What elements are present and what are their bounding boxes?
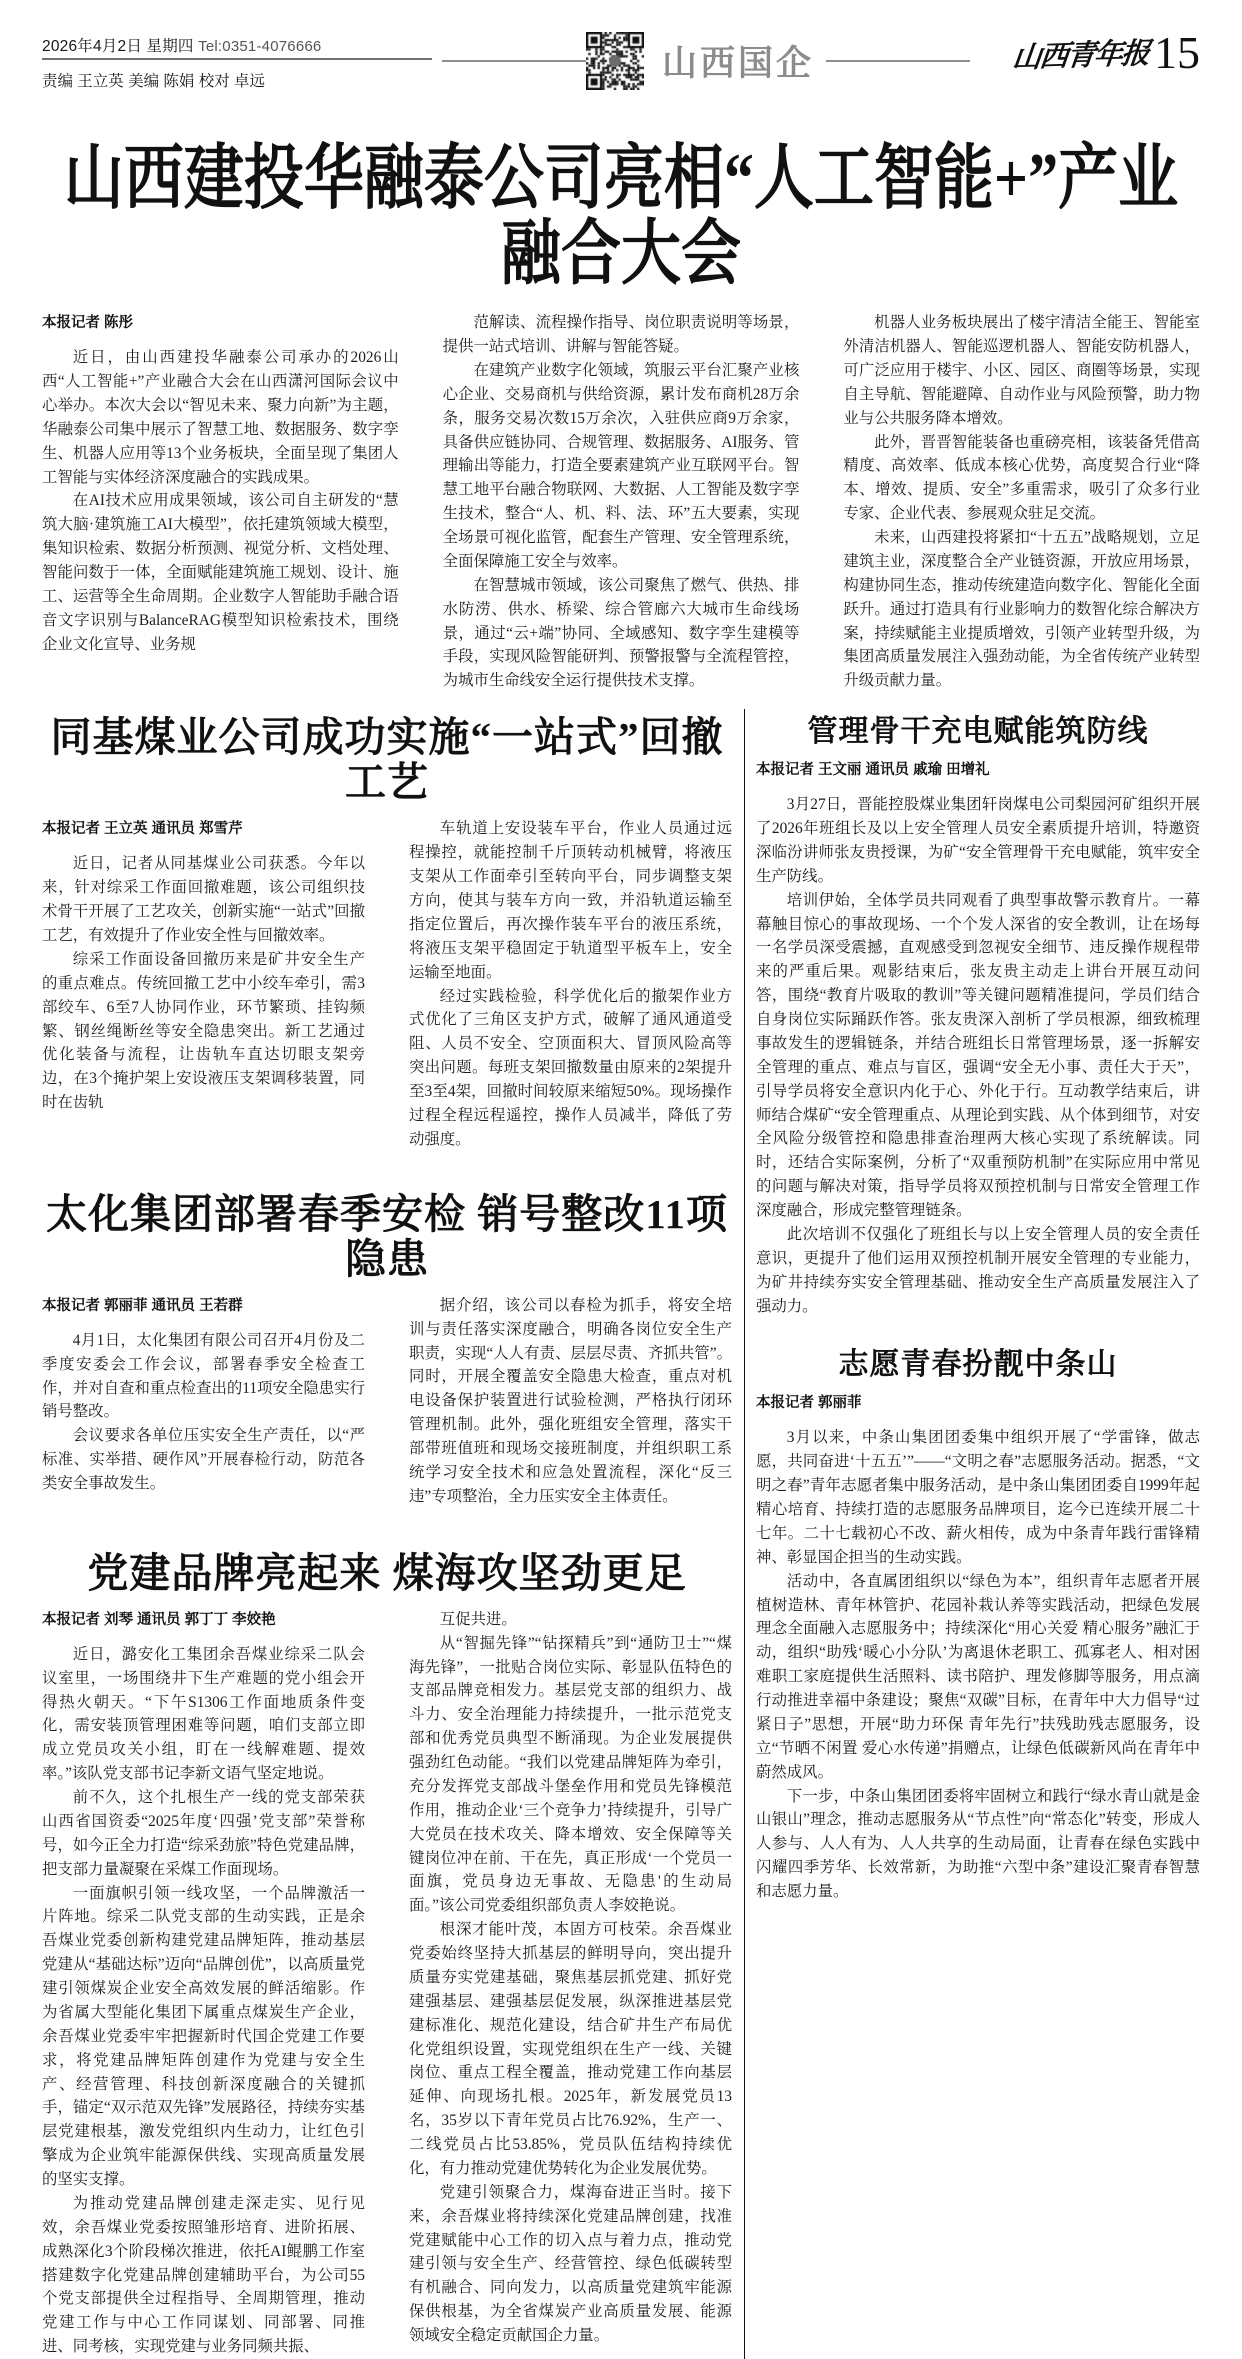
article-col2-text	[409, 1294, 732, 1509]
article-col1-text	[42, 1329, 365, 1496]
lead-col1-text	[42, 346, 399, 656]
paragraph: 一面旗帜引领一线攻坚，一个品牌激活一片阵地。综采二队党支部的生动实践，正是余吾煤业党委创新构建党建品牌矩阵，推动基层党建从“基础达标”迈向“品牌创优”，以高质量党建引领煤炭企业安全高效发展的鲜活缩影。作为省属大型能化集团下属重点煤炭生产企业，余吾煤业党委牢牢把握新时代国企党建工作要求，将党建品牌矩阵创建作为党建与安全生产、经营管理、科技创新深度融合的关键抓手，锚定“双示范双先锋”发展路径，持续夯实基层党建根基，激发党组织内生动力，让红色引擎成为企业筑牢能源保供线、实现高质量发展的坚实支撑。	[42, 1884, 365, 2189]
paragraph: 近日，记者从同基煤业公司获悉。今年以来，针对综采工作面回撤难题，该公司组织技术骨干开展了工艺攻关，创新实施“一站式”回撤工艺，有效提升了作业安全性与回撤效率。	[42, 855, 365, 944]
paragraph: 范解读、流程操作指导、岗位职责说明等场景，提供一站式培训、讲解与智能答疑。	[442, 314, 800, 356]
lead-byline: 本报记者 陈彤	[42, 315, 134, 332]
article-byline: 本报记者 刘琴 通讯员 郭丁丁 李姣艳	[42, 1611, 276, 1628]
paragraph: 互促共进。	[439, 1610, 517, 1628]
article-column-1	[42, 817, 387, 1151]
right-rail	[756, 709, 1200, 2359]
paragraph: 下一步，中条山集团团委将牢固树立和践行“绿水青山就是金山银山”理念，推动志愿服务从“节点性”向“常态化”转变，形成人人参与、人人有为、人人共享的生动局面，让青春在绿色实践中闪耀四季芳华、长效常新，为助推“六型中条”建设汇聚青春智慧和志愿力量。	[756, 1787, 1200, 1901]
article-tongji	[42, 715, 732, 1151]
paragraph: 为推动党建品牌创建走深走实、见行见效，余吾煤业党委按照雏形培育、进阶拓展、成熟深化3个阶段梯次推进，依托AI鲲鹏工作室搭建数字化党建品牌创建辅助平台，为公司55个党支部提供全过程指导、全周期管理，推动党建工作与中心工作同谋划、同部署、同推进、同考核，实现党建与业务同频共振、	[42, 2194, 365, 2356]
rule-right	[826, 60, 970, 62]
article-zhiyuan	[756, 1348, 1200, 1904]
article-col2-text	[409, 817, 732, 1151]
masthead-info	[42, 34, 442, 91]
article-dangjian	[42, 1551, 732, 2359]
article-columns	[42, 1294, 732, 1509]
masthead-date-row	[42, 34, 442, 56]
main-grid	[42, 709, 1200, 2359]
article-headline: 管理骨干充电赋能筑防线	[807, 715, 1149, 749]
article-col2-text	[409, 1608, 732, 2348]
paragraph: 会议要求各单位压实安全生产责任，以“严标准、实举措、硬作风”开展春检行动，防范各类安全事故发生。	[42, 1427, 365, 1493]
masthead-section	[442, 32, 970, 90]
paragraph: 3月27日，晋能控股煤业集团轩岗煤电公司梨园河矿组织开展了2026年班组长及以上安全管理人员安全素质提升培训，特邀资深临汾讲师张友贵授课，为矿“安全管理骨干充电赋能，筑牢安全生产防线。	[756, 796, 1200, 885]
article-body	[756, 1426, 1200, 1904]
paragraph: 机器人业务板块展出了楼宇清洁全能王、智能室外清洁机器人、智能巡逻机器人、智能安防机器人，可广泛应用于楼宇、小区、园区、商圈等场景，实现自主导航、智能避障、自动作业与风险预警，助力物业与公共服务降本增效。	[843, 314, 1201, 427]
left-block	[42, 709, 732, 2359]
paragraph: 此外，晋晋智能装备也重磅亮相，该装备凭借高精度、高效率、低成本核心优势，高度契合行业“降本、增效、提质、安全”多重需求，吸引了众多行业专家、企业代表、参展观众驻足交流。	[843, 433, 1201, 523]
article-col1-text	[42, 1643, 365, 2359]
rule-left	[442, 60, 586, 62]
paragraph: 近日，潞安化工集团余吾煤业综采二队会议室里，一场围绕井下生产难题的党小组会开得热火朝天。“下午S1306工作面地质条件变化，需安装顶管理困难等问题，咱们支部立即成立党员攻关小组，盯在一线解难题、提效率。”该队党支部书记李新文语气坚定地说。	[42, 1645, 365, 1783]
article-headline: 党建品牌亮起来 煤海攻坚劲更足	[87, 1549, 687, 1596]
publication-date: 2026年4月2日 星期四	[42, 38, 194, 55]
paragraph: 此次培训不仅强化了班组长与以上安全管理人员的安全责任意识，更提升了他们运用双预控机制开展安全管理的专业能力，为矿井持续夯实安全管理基础、推动安全生产高质量发展注入了强动力。	[756, 1225, 1200, 1315]
lead-col3-text	[843, 311, 1200, 693]
paragraph: 3月以来，中条山集团团委集中组织开展了“学雷锋，做志愿，共同奋进‘十五五’”——“文明之春”志愿服务活动。据悉，“文明之春”青年志愿者集中服务活动，是中条山集团团委自1999年起精心培育、持续打造的志愿服务品牌项目，迄今已连续开展二十七年。二十七载初心不改、薪火相传，成为中条青年践行雷锋精神、彰显国企担当的生动实践。	[756, 1429, 1200, 1566]
paragraph: 前不久，这个扎根生产一线的党支部荣获山西省国资委“2025年度‘四强’党支部”荣誉称号，如今正全力打造“综采劲旅”特色党建品牌，把支部力量凝聚在采煤工作面现场。	[42, 1789, 365, 1878]
article-columns	[42, 1608, 732, 2359]
editor-credits: 责编 王立英 美编 陈娟 校对 卓远	[42, 73, 266, 90]
article-byline: 本报记者 王文丽 通讯员 戚瑜 田增礼	[756, 762, 990, 779]
article-column-2	[387, 1608, 732, 2359]
article-column-1	[42, 1608, 387, 2359]
paragraph: 培训伊始，全体学员共同观看了典型事故警示教育片。一幕幕触目惊心的事故现场、一个个发人深省的安全教训，让在场每一名学员深受震撼，直观感受到忽视安全细节、违反操作规程带来的严重后果。观影结束后，张友贵主动走上讲台开展互动问答，围绕“教育片吸取的教训”等关键问题精准提问，学员们结合自身岗位实际踊跃作答。张友贵深入剖析了学员根源，细致梳理事故发生的逻辑链条，并结合班组长日常管理场景，逐一拆解安全管理的重点、难点与盲区，强调“安全无小事、责任大于天”，引导学员将安全意识内化于心、外化于行。互动教学结束后，讲师结合煤矿“安全管理重点、从理论到实践、从个体到细节，对安全风险分级管控和隐患排查治理两大核心实现了系统解读。同时，还结合实际案例，分析了“双重预防机制”在实际应用中常见的问题与解决对策，指导学员将双预控机制与日常安全管理工作深度融合，形成完整管理链条。	[756, 891, 1200, 1220]
article-guanli	[756, 715, 1200, 1318]
paragraph: 从“智掘先锋”“钻探精兵”到“通防卫士”“煤海先锋”，一批贴合岗位实际、彰显队伍特色的支部品牌竞相发力。基层党支部的组织力、战斗力、安全治理能力持续提升，一批示范党支部和优秀党员典型不断涌现。为企业发展提供强劲红色动能。“我们以党建品牌矩阵为牵引，充分发挥党支部战斗堡垒作用和党员先锋模范作用，推动企业‘三个竞争力’持续提升，引导广大党员在技术攻关、降本增效、安全保障等关键岗位冲在前、干在先，真正形成‘一个党员一面旗，党员身边无事故、无隐患'的生动局面。”该公司党委组织部负责人李姣艳说。	[409, 1634, 732, 1915]
paragraph: 在建筑产业数字化领域，筑服云平台汇聚产业核心企业、交易商机与供给资源，累计发布商机28万余条，服务交易次数15万余次，入驻供应商9万余家，具备供应链协同、合规管理、数据服务、AI服务、管理输出等能力，打造全要素建筑产业互联网平台。智慧工地平台融合物联网、大数据、人工智能及数字孪生技术，整合“人、机、料、法、环”五大要素，实现全场景可视化监管，配套生产管理、安全管理系统，全面保障施工安全与效率。	[442, 361, 800, 570]
article-headline: 志愿青春扮靓中条山	[838, 1348, 1118, 1382]
paragraph: 未来，山西建投将紧扣“十五五”战略规划，立足建筑主业，深度整合全产业链资源，开放应用场景，构建协同生态，推动传统建造向数字化、智能化全面跃升。通过打造具有行业影响力的数智化综合解决方案，持续赋能主业提质增效，引领产业转型升级，为集团高质量发展注入强劲动能，为全省传统产业转型升级贡献力量。	[843, 529, 1201, 690]
article-byline: 本报记者 郭丽菲	[756, 1395, 862, 1412]
article-taihua	[42, 1192, 732, 1509]
paragraph: 在AI技术应用成果领域，该公司自主研发的“慧筑大脑·建筑施工AI大模型”，依托建筑领域大模型，集知识检索、数据分析预测、视觉分析、文档处理、智能问数于一体，全面赋能建筑施工规划、设计、施工、运营等全生命周期。企业数字人智能助手融合语音文字识别与BalanceRAG模型知识检索技术，围绕企业文化宣导、业务规	[42, 492, 399, 653]
paper-logo: 山西青年报	[1010, 37, 1150, 74]
article-headline: 同基煤业公司成功实施“一站式”回撤工艺	[50, 714, 724, 806]
article-headline: 太化集团部署春季安检 销号整改11项隐患	[46, 1190, 728, 1282]
article-column-1	[42, 1294, 387, 1509]
article-col1-text	[42, 852, 365, 1115]
page-number: 15	[1154, 27, 1200, 78]
lead-article	[42, 139, 1201, 693]
paragraph: 活动中，各直属团组织以“绿色为本”，组织青年志愿者开展植树造林、青年林管护、花园补栽认养等实践活动，把绿色发展理念全面融入志愿服务中；持续深化“用心关爱 精心服务”融汇于动，组织“助残‘暖心小分队’为离退休老职工、孤寡老人、相对困难职工家庭提供生活照料、读书陪护、理发修脚等服务，用点滴行动推进幸福中条建设；聚焦“双碳”目标，在青年中大力倡导“过紧日子”思想，开展“助力环保 青年先行”扶残助残志愿服务，设立“节晒不闲置 爱心水传递”捐赠点，让绿色低碳新风尚在青年中蔚然成风。	[756, 1572, 1200, 1781]
article-column-2	[387, 1294, 732, 1509]
article-body	[756, 793, 1200, 1318]
lead-headline: 山西建投华融泰公司亮相“人工智能+”产业融合大会	[63, 139, 1179, 293]
lead-col2-text	[443, 311, 800, 693]
phone-number: Tel:0351-4076666	[198, 38, 322, 55]
paragraph: 近日，由山西建投华融泰公司承办的2026山西“人工智能+”产业融合大会在山西潇河国际会议中心举办。本次大会以“智见未来、聚力向新”为主题，华融泰公司集中展示了智慧工地、数据服务、数字孪生、机器人应用等13个业务板块，全面呈现了集团人工智能与实体经济深度融合的实践成果。	[42, 349, 399, 486]
paragraph: 4月1日，太化集团有限公司召开4月份及二季度安委会工作会议，部署春季安全检查工作，并对自查和重点检查出的11项安全隐患实行销号整改。	[42, 1331, 365, 1421]
masthead-divider	[42, 58, 432, 60]
lead-column-1	[42, 311, 421, 693]
paragraph: 据介绍，该公司以春检为抓手，将安全培训与责任落实深度融合，明确各岗位安全生产职责，实现“人人有责、层层尽责、齐抓共管”。同时，开展全覆盖安全隐患大检查，重点对机电设备保护装置进行试验检测，严格执行闭环管理机制。此外，强化班组安全管理，落实干部带班值班和现场交接班制度，并组织职工系统学习安全技术和应急处置流程，深化“反三违”专项整治，全力压实安全主体责任。	[409, 1296, 732, 1505]
article-byline: 本报记者 郭丽菲 通讯员 王若群	[42, 1297, 243, 1314]
masthead	[42, 0, 1200, 112]
column-divider	[732, 709, 756, 2359]
qr-code-icon[interactable]	[586, 32, 644, 90]
lead-column-3	[821, 311, 1200, 693]
masthead-brand	[970, 27, 1200, 78]
paragraph: 党建引领聚合力，煤海奋进正当时。接下来，余吾煤业将持续深化党建品牌创建，找准党建赋能中心工作的切入点与着力点，推动党建引领与安全生产、经营管控、绿色低碳转型有机融合、同向发力，以高质量党建筑牢能源保供根基，为全省煤炭产业高质量发展、能源领域安全稳定贡献国企力量。	[409, 2183, 732, 2345]
lead-columns	[42, 311, 1200, 693]
paragraph: 车轨道上安设装车平台，作业人员通过远程操控，就能控制千斤顶转动机械臂，将液压支架从工作面牵引至转向平台，同步调整支架方向，使其与装车方向一致，并沿轨道运输至指定位置后，再次操作装车平台的液压系统，将液压支架平稳固定于轨道型平板车上，安全运输至地面。	[409, 820, 732, 981]
paragraph: 经过实践检验，科学优化后的撤架作业方式优化了三角区支护方式，破解了通风通道受阻、人员不安全、空顶面积大、冒顶风险高等突出问题。每班支架回撤数量由原来的2架提升至3至4架，回撤时间较原来缩短50%。现场操作过程全程远程遥控，操作人员减半，降低了劳动强度。	[409, 987, 732, 1148]
article-columns	[42, 817, 732, 1151]
paragraph: 根深才能叶茂，本固方可枝荣。余吾煤业党委始终坚持大抓基层的鲜明导向，突出提升质量夯实党建基础，聚焦基层抓党建、抓好党建强基层、建强基层促发展，纵深推进基层党建标准化、规范化建设，结合矿井生产布局优化党组织设置，实现党组织在生产一线、关键岗位、重点工程全覆盖，推动党建工作向基层延伸、向现场扎根。2025年，新发展党员13名，35岁以下青年党员占比76.92%，生产一、二线党员占比53.85%，党员队伍结构持续优化，有力推动党建优势转化为企业发展优势。	[409, 1921, 732, 2177]
spacer	[756, 1318, 1200, 1348]
paragraph: 综采工作面设备回撤历来是矿井安全生产的重点难点。传统回撤工艺中小绞车牵引，需3部绞车、6至7人协同作业，环节繁琐、挂钩频繁、钢丝绳断丝等安全隐患突出。新工艺通过优化装备与流程，让齿轨车直达切眼支架旁边，在3个掩护架上安设液压支架调移装置，同时在齿轨	[42, 950, 365, 1112]
article-column-2	[387, 817, 732, 1151]
article-byline: 本报记者 王立英 通讯员 郑雪芹	[42, 821, 243, 838]
section-title: 山西国企	[662, 44, 815, 83]
lead-column-2	[421, 311, 822, 693]
paragraph: 在智慧城市领域，该公司聚焦了燃气、供热、排水防涝、供水、桥梁、综合管廊六大城市生命线场景，通过“云+端”协同、全域感知、数字孪生建模等手段，实现风险智能研判、预警报警与全流程管控，为城市生命线安全运行提供技术支撑。	[442, 576, 800, 690]
